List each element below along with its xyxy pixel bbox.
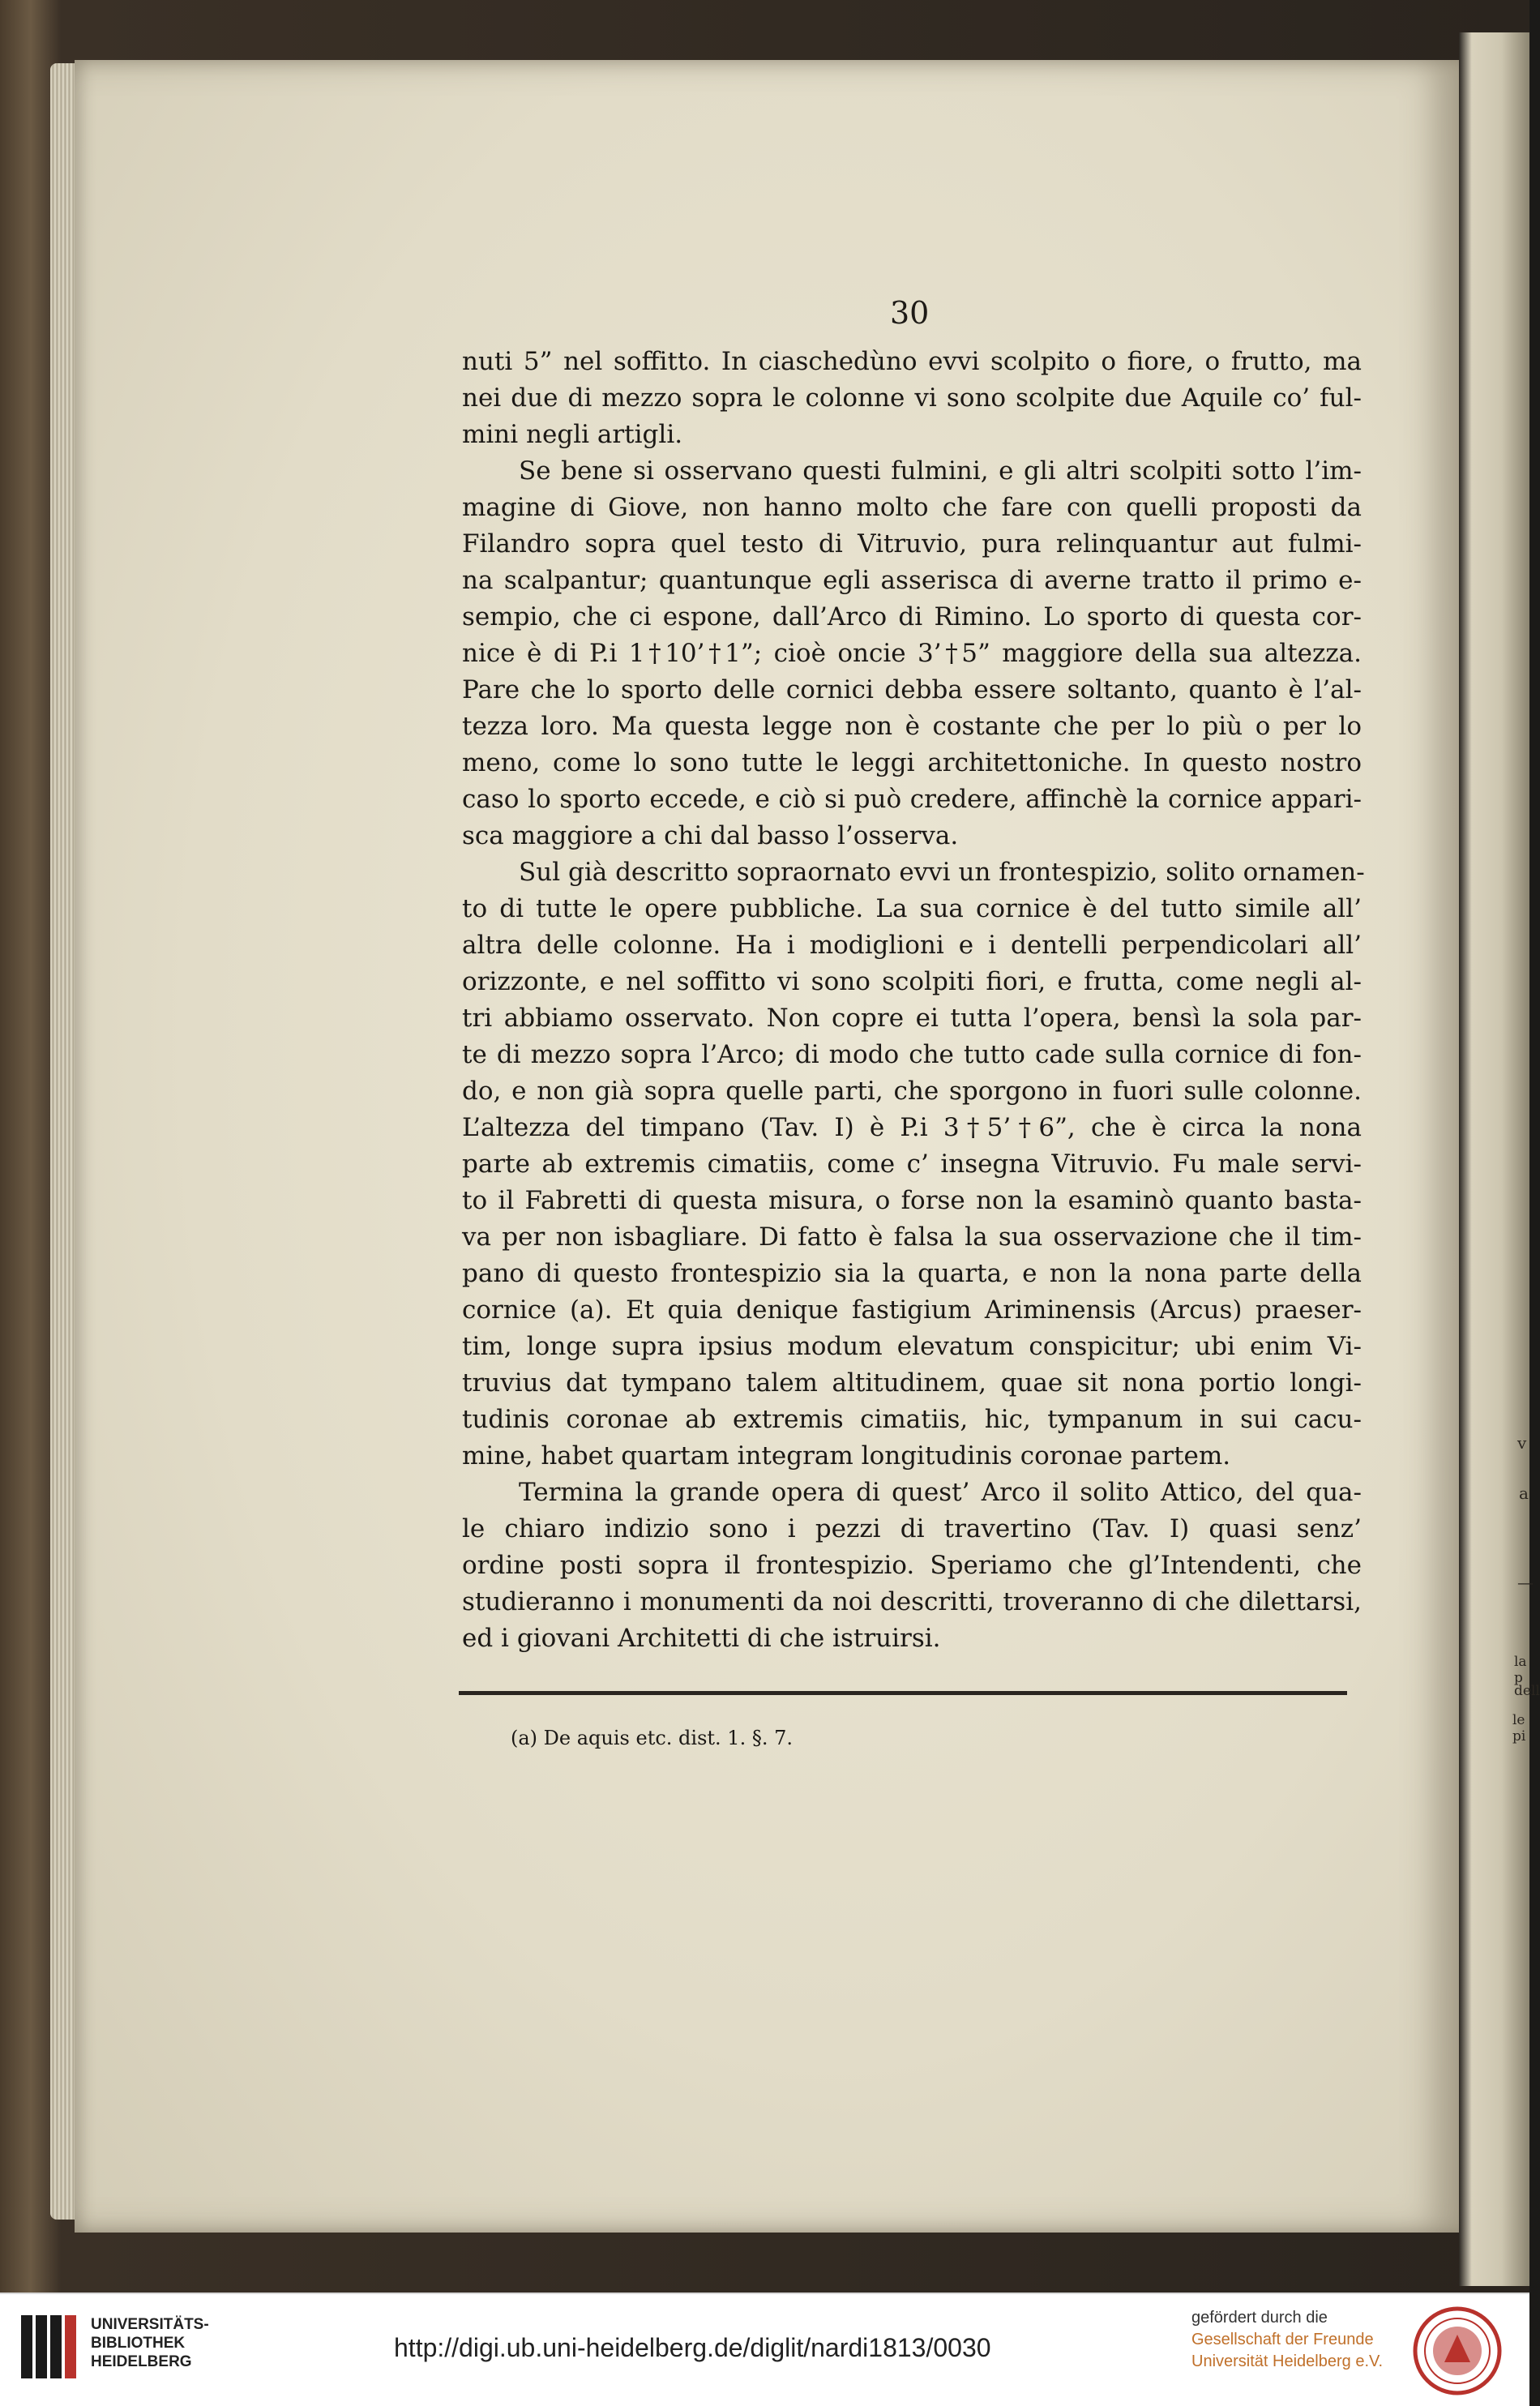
text-line: do, e non già sopra quelle parti, che sporgono in fuori sulle colonne. bbox=[462, 1077, 1362, 1106]
text-line: ed i giovani Architetti di che istruirsi. bbox=[462, 1624, 941, 1653]
margin-fragment: v bbox=[1517, 1433, 1527, 1453]
paragraph bbox=[462, 854, 1365, 1475]
margin-fragment: a bbox=[1519, 1483, 1529, 1503]
sponsor-label: gefördert durch die bbox=[1191, 2309, 1328, 2327]
text-line: le chiaro indizio sono i pezzi di travertino (Tav. I) quasi senz’ bbox=[462, 1514, 1362, 1543]
footnote: (a) De aquis etc. dist. 1. §. 7. bbox=[511, 1727, 793, 1749]
text-line: nice è di P.i 1†10’†1”; cioè oncie 3’†5” maggiore della sua altezza. bbox=[462, 639, 1362, 668]
text-line: magine di Giove, non hanno molto che fare con quelli proposti da bbox=[462, 493, 1362, 522]
permalink-url[interactable]: http://digi.ub.uni-heidelberg.de/diglit/nardi1813/0030 bbox=[394, 2333, 991, 2362]
library-name-line: BIBLIOTHEK bbox=[91, 2335, 186, 2352]
sponsor-org-line: Universität Heidelberg e.V. bbox=[1191, 2352, 1384, 2370]
paragraph bbox=[462, 453, 1362, 854]
facing-page-edge bbox=[1459, 32, 1540, 2286]
text-line: Filandro sopra quel testo di Vitruvio, pura relinquantur aut fulmi- bbox=[462, 529, 1362, 559]
text-line: to il Fabretti di questa misura, o forse non la esaminò quanto basta- bbox=[462, 1186, 1362, 1215]
text-line: L’altezza del timpano (Tav. I) è P.i 3†5’†6”, che è circa la nona bbox=[462, 1113, 1362, 1142]
footnote-rule bbox=[459, 1691, 1347, 1695]
text-line: na scalpantur; quantunque egli asserisca di averne tratto il primo e- bbox=[462, 566, 1362, 595]
text-line: orizzonte, e nel soffitto vi sono scolpiti fiori, e frutta, come negli al- bbox=[462, 967, 1362, 996]
text-line: caso lo sporto eccede, e ciò si può credere, affinchè la cornice appari- bbox=[462, 785, 1362, 814]
text-line: tim, longe supra ipsius modum elevatum conspicitur; ubi enim Vi- bbox=[462, 1332, 1362, 1361]
text-line: sempio, che ci espone, dall’Arco di Rimino. Lo sporto di questa cor- bbox=[462, 602, 1362, 631]
university-library-logo-icon bbox=[18, 2310, 83, 2383]
sponsor-org-line: Gesellschaft der Freunde bbox=[1191, 2331, 1374, 2348]
text-line: Termina la grande opera di quest’ Arco il solito Attico, del qua- bbox=[519, 1478, 1362, 1507]
text-line: va per non isbagliare. Di fatto è falsa la sua osservazione che il tim- bbox=[462, 1222, 1362, 1252]
text-line: truvius dat tympano talem altitudinem, quae sit nona portio longi- bbox=[462, 1368, 1362, 1398]
paragraph bbox=[462, 344, 1362, 453]
paragraph bbox=[462, 1475, 1362, 1657]
margin-fragment: le pi bbox=[1512, 1712, 1526, 1745]
library-name-line: UNIVERSITÄTS- bbox=[91, 2316, 209, 2333]
body-text bbox=[462, 344, 1365, 1657]
text-line: tezza loro. Ma questa legge non è costante che per lo più o per lo bbox=[462, 712, 1362, 741]
text-line: nei due di mezzo sopra le colonne vi sono scolpite due Aquile co’ ful- bbox=[462, 383, 1362, 413]
text-line: tri abbiamo osservato. Non copre ei tutta l’opera, bensì la sola par- bbox=[462, 1004, 1362, 1033]
text-line: mini negli artigli. bbox=[462, 420, 683, 449]
text-line: studieranno i monumenti da noi descritti, troveranno di che dilettarsi, bbox=[462, 1587, 1362, 1616]
text-line: Se bene si osservano questi fulmini, e gli altri scolpiti sotto l’im- bbox=[519, 456, 1362, 486]
text-line: nuti 5” nel soffitto. In ciaschedùno evvi scolpito o fiore, o frutto, ma bbox=[462, 347, 1362, 376]
sponsor-block bbox=[1191, 2307, 1383, 2373]
university-seal-icon bbox=[1412, 2305, 1503, 2396]
text-line: altra delle colonne. Ha i modiglioni e i dentelli perpendicolari all’ bbox=[462, 931, 1362, 960]
viewer-footer bbox=[0, 2293, 1529, 2406]
text-line: te di mezzo sopra l’Arco; di modo che tutto cade sulla cornice di fon- bbox=[462, 1040, 1362, 1069]
text-line: ordine posti sopra il frontespizio. Speriamo che gl’Intendenti, che bbox=[462, 1551, 1362, 1580]
margin-fragment: — bbox=[1517, 1573, 1534, 1592]
margin-fragment: la p bbox=[1514, 1654, 1527, 1687]
text-line: mine, habet quartam integram longitudinis coronae partem. bbox=[462, 1441, 1231, 1471]
text-line: pano di questo frontespizio sia la quarta, e non la nona parte della bbox=[462, 1259, 1362, 1288]
page-number: 30 bbox=[890, 295, 930, 331]
text-line: parte ab extremis cimatiis, come c’ insegna Vitruvio. Fu male servi- bbox=[462, 1149, 1362, 1179]
text-line: Pare che lo sporto delle cornici debba essere soltanto, quanto è l’al- bbox=[462, 675, 1362, 704]
text-line: sca maggiore a chi dal basso l’osserva. bbox=[462, 821, 959, 850]
library-name bbox=[91, 2315, 209, 2371]
text-line: cornice (a). Et quia denique fastigium Ariminensis (Arcus) praeser- bbox=[462, 1295, 1362, 1325]
margin-fragment: dell bbox=[1514, 1683, 1540, 1699]
text-line: meno, come lo sono tutte le leggi architettoniche. In questo nostro bbox=[462, 748, 1362, 777]
text-line: Sul già descritto sopraornato evvi un frontespizio, solito ornamen- bbox=[519, 858, 1365, 887]
text-line: tudinis coronae ab extremis cimatiis, hic, tympanum in sui cacu- bbox=[462, 1405, 1362, 1434]
text-line: to di tutte le opere pubbliche. La sua cornice è del tutto simile all’ bbox=[462, 894, 1362, 923]
library-name-line: HEIDELBERG bbox=[91, 2353, 192, 2370]
